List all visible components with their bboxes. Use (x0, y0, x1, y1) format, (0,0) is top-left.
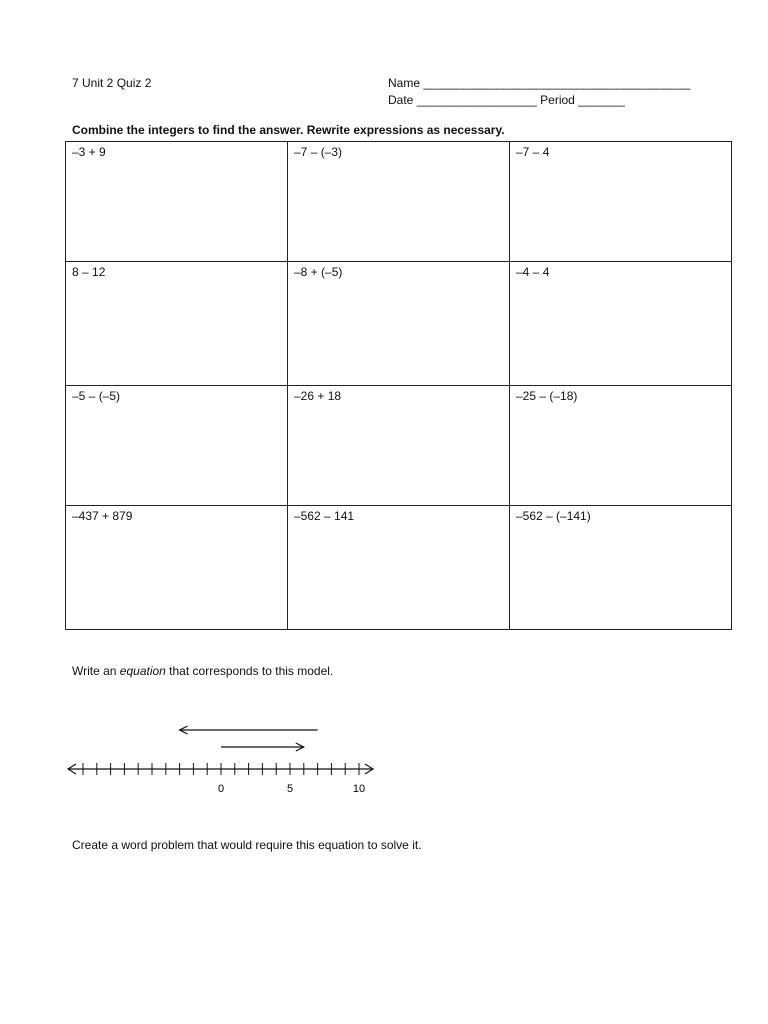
period-label: Period (540, 93, 575, 107)
equation-prompt-tail: that corresponds to this model. (165, 664, 334, 678)
problem-grid (65, 141, 732, 630)
date-period-row (388, 93, 625, 107)
number-line-labels (218, 783, 365, 795)
problem-cell[interactable]: –437 + 879 (66, 506, 288, 630)
equation-prompt-lead: Write an (72, 664, 120, 678)
period-blank[interactable]: _______ (574, 93, 625, 107)
date-label: Date (388, 93, 414, 107)
problem-cell[interactable]: –25 – (–18) (510, 386, 732, 506)
problem-cell[interactable]: –7 – 4 (510, 142, 732, 262)
tick-label-5: 5 (286, 783, 294, 795)
problem-cell[interactable]: 8 – 12 (66, 262, 288, 386)
equation-emphasis: equation (119, 664, 166, 678)
problem-cell[interactable]: –562 – (–141) (510, 506, 732, 630)
equation-prompt (72, 664, 333, 678)
word-problem-prompt: Create a word problem that would require this equation to solve it. (72, 838, 422, 852)
model-arrows (180, 726, 318, 751)
tick-label-10: 10 (352, 783, 366, 795)
problem-row (66, 262, 732, 386)
quiz-title: 7 Unit 2 Quiz 2 (72, 76, 152, 90)
name-blank[interactable]: ________________________________________ (420, 76, 691, 90)
number-line-model (60, 718, 390, 803)
problem-cell[interactable]: –5 – (–5) (66, 386, 288, 506)
problem-cell[interactable]: –8 + (–5) (288, 262, 510, 386)
problem-cell[interactable]: –562 – 141 (288, 506, 510, 630)
problem-cell[interactable]: –7 – (–3) (288, 142, 510, 262)
instructions: Combine the integers to find the answer. Rewrite expressions as necessary. (72, 123, 505, 137)
name-field[interactable] (388, 76, 690, 90)
problem-cell[interactable]: –3 + 9 (66, 142, 288, 262)
problem-row (66, 142, 732, 262)
date-blank[interactable]: __________________ (413, 93, 541, 107)
problem-row (66, 386, 732, 506)
tick-label-0: 0 (217, 783, 225, 795)
name-label: Name (388, 76, 421, 90)
problem-cell[interactable]: –26 + 18 (288, 386, 510, 506)
number-line (68, 763, 373, 775)
problem-row (66, 506, 732, 630)
problem-cell[interactable]: –4 – 4 (510, 262, 732, 386)
